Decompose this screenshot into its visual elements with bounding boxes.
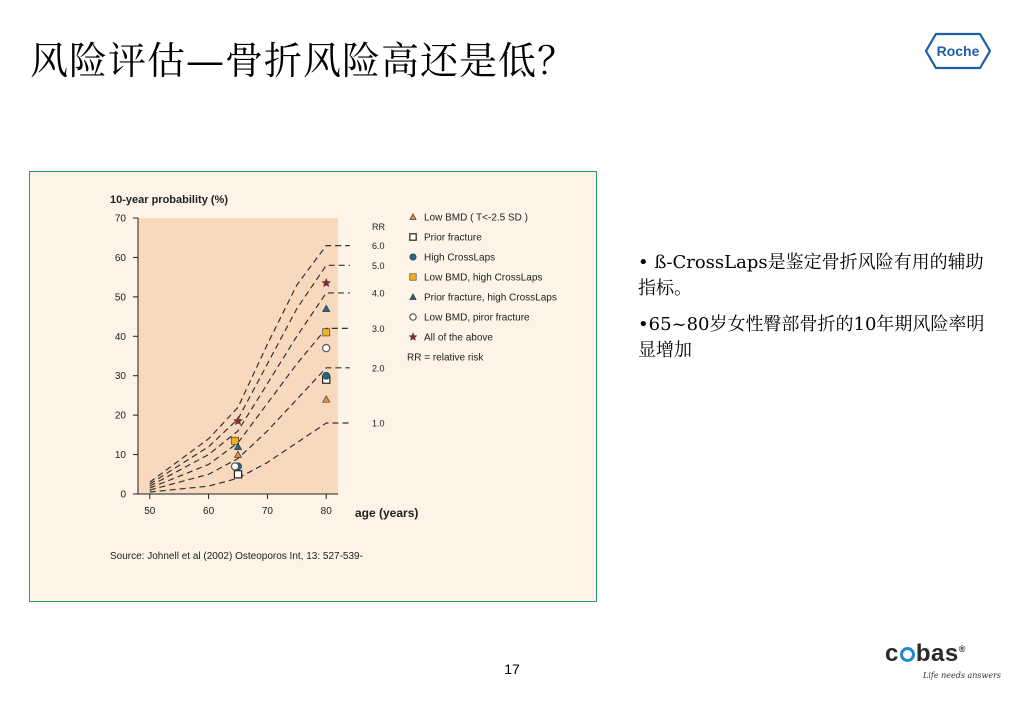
y-tick-label: 0 [120, 489, 126, 501]
data-point [323, 329, 330, 336]
slide-title: 风险评估—骨折风险高还是低？ [30, 39, 577, 83]
legend-entry: Low BMD, piror fracture [424, 312, 530, 324]
data-point [410, 214, 416, 220]
roche-logo [924, 32, 992, 70]
y-tick-label: 10 [114, 450, 126, 462]
y-tick-label: 70 [114, 213, 126, 225]
y-tick-label: 40 [114, 331, 126, 343]
cobas-tagline: Life needs answers [923, 671, 1002, 680]
cobas-wordmark: c bas® [885, 640, 966, 667]
data-point [323, 345, 330, 352]
legend-entry: High CrossLaps [424, 252, 496, 264]
cobas-logo [885, 640, 1005, 685]
bullet-risk-increase: •65~80岁女性臀部骨折的10年期风险率明显增加 [638, 314, 985, 361]
x-axis-label: age (years) [355, 506, 419, 520]
chart-source: Source: Johnell et al (2002) Osteoporos Int, 13: 527-539- [110, 551, 363, 562]
legend-entry: Prior fracture, high CrossLaps [424, 292, 557, 304]
data-point [410, 274, 416, 280]
data-point [410, 234, 416, 240]
rr-curve-label: 2.0 [372, 363, 385, 374]
rr-curve-label: 1.0 [372, 418, 385, 429]
rr-curve-label: 4.0 [372, 288, 385, 299]
fracture-probability-chart [30, 172, 598, 603]
x-tick-label: 60 [203, 506, 215, 517]
data-point [323, 372, 330, 379]
rr-header: RR [372, 222, 385, 232]
page-number: 17 [504, 661, 520, 677]
bullet-list [638, 250, 988, 374]
data-point [410, 254, 416, 260]
legend-entry: Prior fracture [424, 232, 482, 244]
fracture-probability-figure [29, 171, 597, 602]
data-point [234, 471, 241, 478]
data-point [231, 463, 238, 470]
chart-title: 10-year probability (%) [110, 194, 228, 206]
legend-entry: Low BMD, high CrossLaps [424, 272, 543, 284]
roche-logo-text: Roche [936, 43, 980, 59]
x-tick-label: 50 [144, 506, 156, 517]
data-point [410, 294, 416, 300]
rr-curve-label: 6.0 [372, 241, 385, 252]
legend-entry: Low BMD ( T<-2.5 SD ) [424, 212, 529, 224]
data-point [409, 333, 417, 341]
data-point [410, 314, 416, 320]
chart-legend [407, 213, 557, 364]
legend-note: RR = relative risk [407, 352, 484, 364]
x-tick-label: 70 [261, 506, 273, 517]
legend-entry: All of the above [424, 332, 493, 344]
x-tick-label: 80 [320, 506, 332, 517]
rr-curve-label: 5.0 [372, 260, 385, 271]
bullet-crosslaps: • ß-CrossLaps是鉴定骨折风险有用的辅助指标。 [638, 252, 984, 299]
rr-curve-label: 3.0 [372, 323, 385, 334]
y-tick-label: 20 [114, 410, 126, 422]
y-tick-label: 30 [114, 371, 126, 383]
y-tick-label: 50 [114, 292, 126, 304]
y-tick-label: 60 [114, 252, 126, 264]
